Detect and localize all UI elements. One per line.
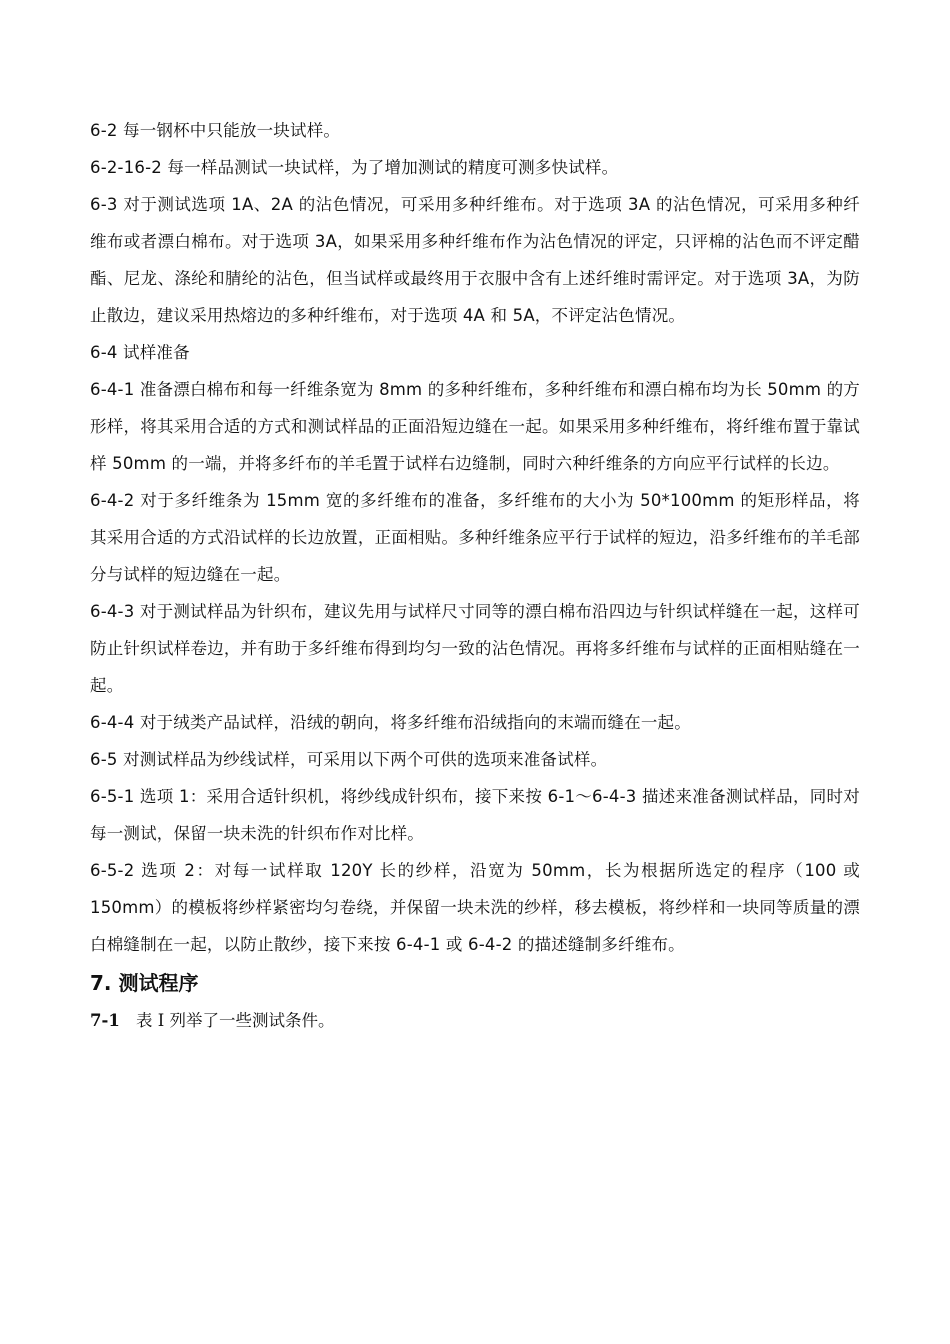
- document-body: [90, 112, 860, 1041]
- clause-text: 表 I 列举了一些测试条件。: [136, 1011, 335, 1030]
- paragraph-6-4-1: 6-4-1 准备漂白棉布和每一纤维条宽为 8mm 的多种纤维布，多种纤维布和漂白棉布均为长 50mm 的方形样，将其采用合适的方式和测试样品的正面沿短边缝在一起。如果采用多种纤维布，将纤维布置于靠试样 50mm 的一端，并将多纤布的羊毛置于试样右边缝制，同时六种纤维条的方向应平行试样的长边。: [90, 380, 861, 473]
- paragraph-6-5-1: 6-5-1 选项 1：采用合适针织机，将纱线成针织布，接下来按 6-1～6-4-3 描述来准备测试样品，同时对每一测试，保留一块未洗的针织布作对比样。: [90, 787, 860, 843]
- paragraph-6-5: 6-5 对测试样品为纱线试样，可采用以下两个可供的选项来准备试样。: [90, 750, 608, 769]
- paragraph-7-1: [90, 1001, 860, 1041]
- paragraph-6-3: 6-3 对于测试选项 1A、2A 的沾色情况，可采用多种纤维布。对于选项 3A 的沾色情况，可采用多种纤维布或者漂白棉布。对于选项 3A，如果采用多种纤维布作为沾色情况的评定，只评棉的沾色而不评定醋酯、尼龙、涤纶和腈纶的沾色，但当试样或最终用于衣服中含有上述纤维时需评定。对于选项 3A，为防止散边，建议采用热熔边的多种纤维布，对于选项 4A 和 5A，不评定沾色情况。: [90, 195, 860, 325]
- paragraph-6-4-2: 6-4-2 对于多纤维条为 15mm 宽的多纤维布的准备，多纤维布的大小为 50*100mm 的矩形样品，将其采用合适的方式沿试样的长边放置，正面相贴。多种纤维条应平行于试样的短边，沿多纤维布的羊毛部分与试样的短边缝在一起。: [90, 491, 860, 584]
- paragraph-6-5-2: 6-5-2 选项 2：对每一试样取 120Y 长的纱样，沿宽为 50mm，长为根据所选定的程序（100 或 150mm）的模板将纱样紧密均匀卷绕，并保留一块未洗的纱样，移去模板，将纱样和一块同等质量的漂白棉缝制在一起，以防止散纱，接下来按 6-4-1 或 6-4-2 的描述缝制多纤维布。: [90, 861, 860, 954]
- paragraph-6-2: 6-2 每一钢杯中只能放一块试样。: [90, 121, 341, 140]
- paragraph-6-4: 6-4 试样准备: [90, 343, 190, 362]
- paragraph-6-4-4: 6-4-4 对于绒类产品试样，沿绒的朝向，将多纤维布沿绒指向的末端而缝在一起。: [90, 713, 691, 732]
- paragraph-6-4-3: 6-4-3 对于测试样品为针织布，建议先用与试样尺寸同等的漂白棉布沿四边与针织试样缝在一起，这样可防止针织试样卷边，并有助于多纤维布得到均匀一致的沾色情况。再将多纤维布与试样的正面相贴缝在一起。: [90, 602, 860, 695]
- section-heading: 7. 测试程序: [90, 971, 199, 995]
- paragraph-6-2-16-2: 6-2-16-2 每一样品测试一块试样，为了增加测试的精度可测多快试样。: [90, 158, 619, 177]
- clause-number: 7-1: [90, 1011, 120, 1030]
